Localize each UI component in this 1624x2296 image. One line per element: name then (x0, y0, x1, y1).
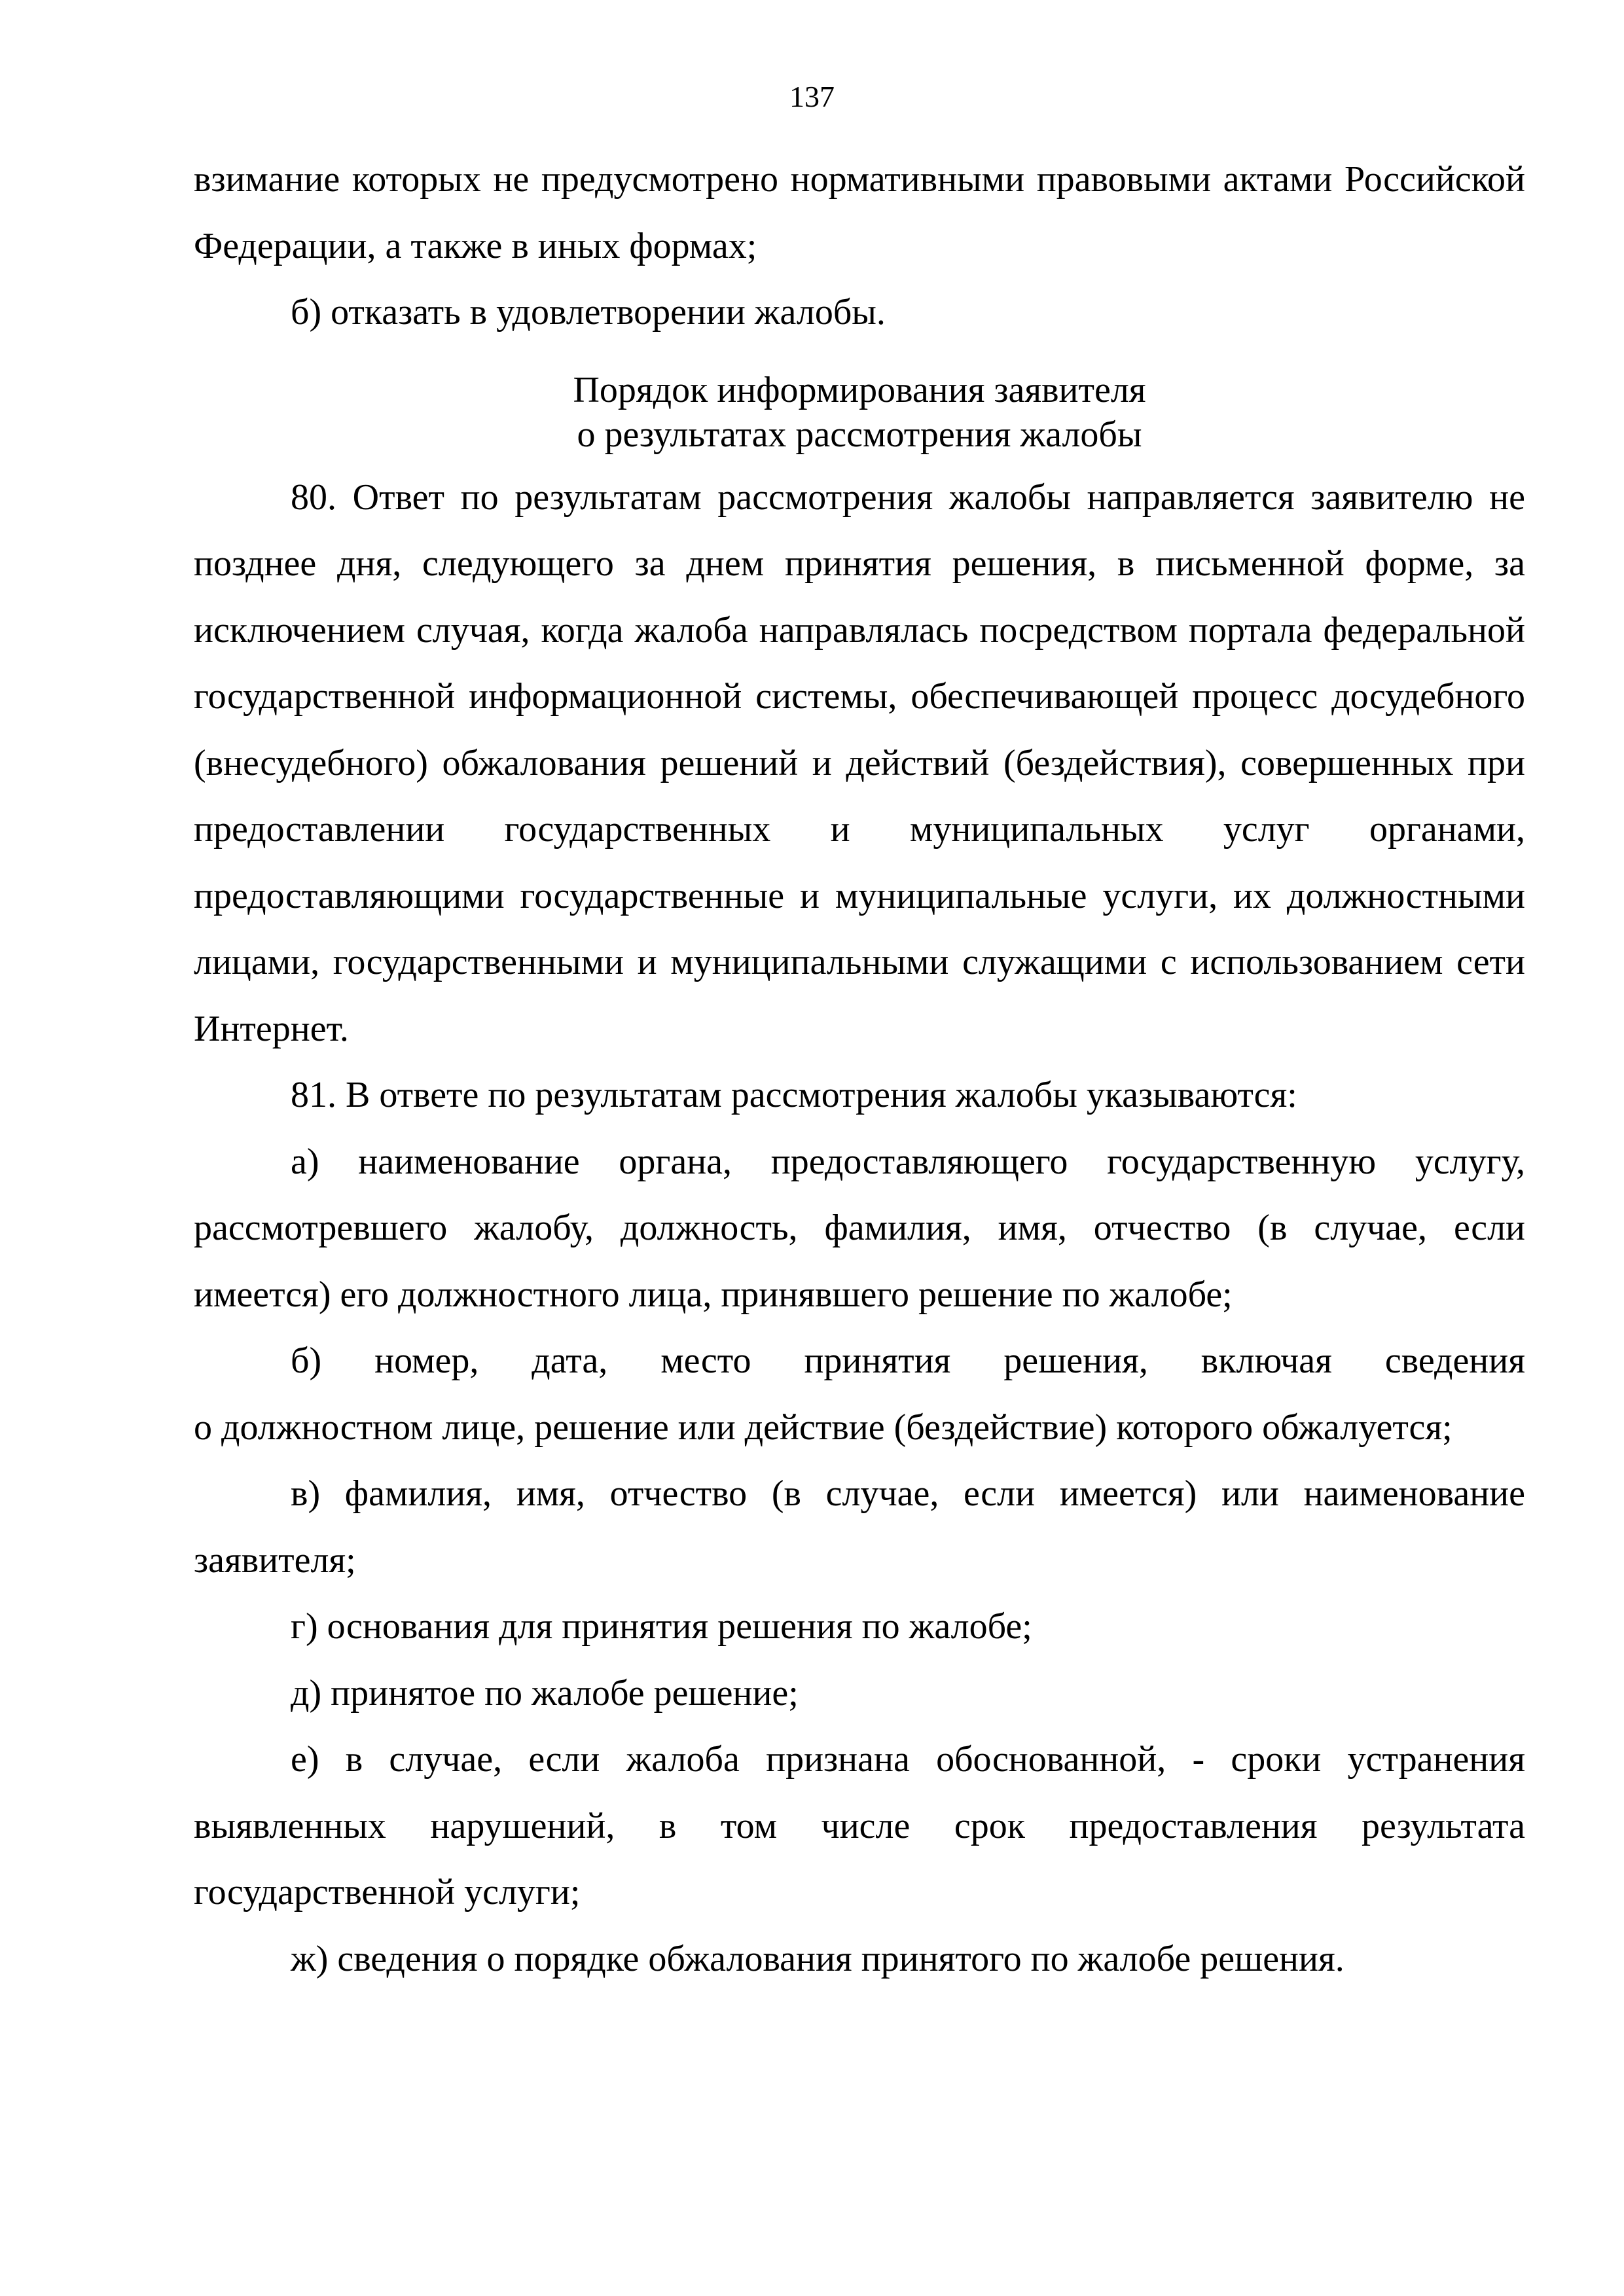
section-heading (194, 368, 1525, 457)
section-heading-line-1: Порядок информирования заявителя (573, 369, 1146, 410)
paragraph-80: 80. Ответ по результатам рассмотрения жалобы направляется заявителю не позднее дня, следующего за днем принятия решения, в письменной форме, за исключением случая, когда жалоба направлялась посредством портала федеральной государственной информационной системы, обеспечивающей процесс досудебного (внесудебного) обжалования решений и действий (бездействия), совершенных при предоставлении государственных и муниципальных услуг органами, предоставляющими государственные и муниципальные услуги, их должностными лицами, государственными и муниципальными служащими с использованием сети Интернет. (194, 476, 1525, 1049)
list-item-zh: ж) сведения о порядке обжалования принятого по жалобе решения. (291, 1938, 1344, 1979)
page-number: 137 (789, 80, 835, 113)
paragraph-81: 81. В ответе по результатам рассмотрения жалобы указываются: (291, 1075, 1297, 1115)
list-item-d: д) принятое по жалобе решение; (291, 1672, 799, 1713)
list-item-g: г) основания для принятия решения по жалобе; (291, 1606, 1032, 1647)
list-item-v: в) фамилия, имя, отчество (в случае, если имеется) или наименование заявителя; (194, 1473, 1525, 1581)
paragraph-continuation: взимание которых не предусмотрено нормативными правовыми актами Российской Федерации, а также в иных формах; (194, 159, 1525, 266)
list-item-b-line-1: б) номер, дата, место принятия решения, включая сведения (291, 1340, 1525, 1381)
list-item-e: е) в случае, если жалоба признана обоснованной, - сроки устранения выявленных нарушений, в том числе срок предоставления результата государственной услуги; (194, 1739, 1525, 1912)
paragraph-refuse-complaint: б) отказать в удовлетворении жалобы. (291, 292, 886, 332)
list-item-b-line-2: о должностном лице, решение или действие (бездействие) которого обжалуется; (194, 1407, 1453, 1448)
list-item-a: а) наименование органа, предоставляющего государственную услугу, рассмотревшего жалобу, должность, фамилия, имя, отчество (в случае, если имеется) его должностного лица, принявшего решение по жалобе; (194, 1141, 1525, 1315)
document-body (194, 147, 1525, 1992)
section-heading-line-2: о результатах рассмотрения жалобы (577, 414, 1142, 455)
